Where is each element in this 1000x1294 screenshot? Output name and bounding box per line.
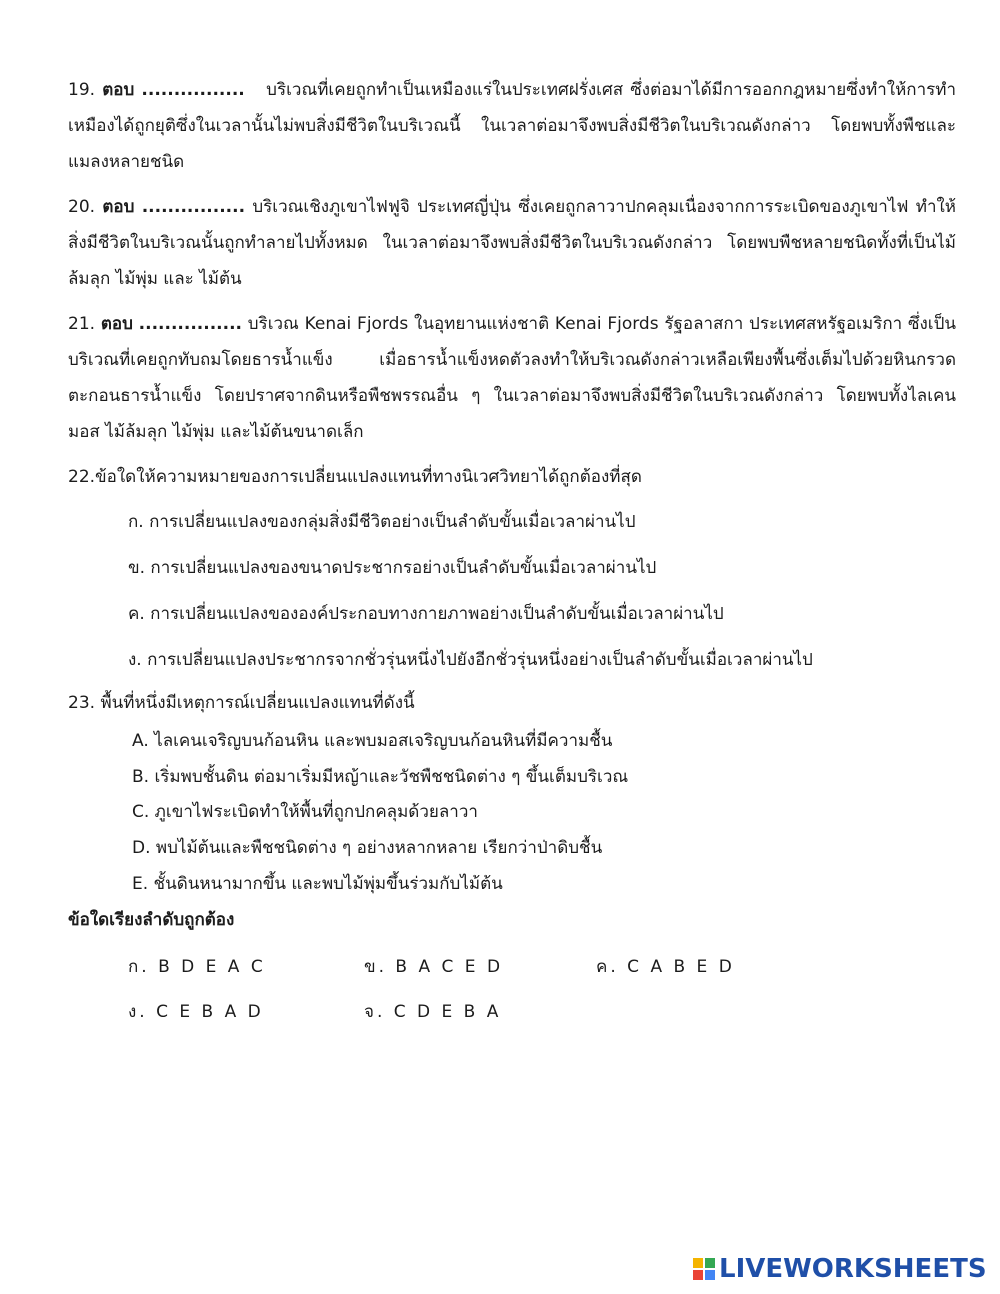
choice-3[interactable]: ค. C A B E D bbox=[596, 957, 735, 977]
answer-label: ตอบ bbox=[100, 314, 133, 334]
choice-4[interactable]: ง. C E B A D bbox=[128, 1002, 264, 1022]
question-text: บริเวณเชิงภูเขาไฟฟูจิ ประเทศญี่ปุ่น ซึ่งเคยถูกลาวาปกคลุมเนื่องจากการระเบิดของภูเขาไฟ ทำให้สิ่งมีชีวิตในบริเวณนั้นถูกทำลายไปทั้งหมด ในเวลาต่อมาจึงพบสิ่งมีชีวิตในบริเวณดังกล่าว โดยพบพืชหลายชนิดทั้งที่เป็นไม้ล้มลุก ไม้พุ่ม และ ไม้ต้น bbox=[68, 197, 956, 289]
question-22-text: 22.ข้อใดให้ความหมายของการเปลี่ยนแปลงแทนที่ทางนิเวศวิทยาได้ถูกต้องที่สุด bbox=[68, 467, 642, 487]
question-23-prompt: ข้อใดเรียงลำดับถูกต้อง bbox=[68, 910, 235, 930]
event-c: C. ภูเขาไฟระเบิดทำให้พื้นที่ถูกปกคลุมด้วยลาวา bbox=[132, 802, 478, 822]
option-d[interactable]: ง. การเปลี่ยนแปลงประชากรจากชั่วรุ่นหนึ่งไปยังอีกชั่วรุ่นหนึ่งอย่างเป็นลำดับขั้นเมื่อเวลาผ่านไป bbox=[128, 650, 813, 670]
question-text: บริเวณที่เคยถูกทำเป็นเหมืองแร่ในประเทศฝรั่งเศส ซึ่งต่อมาได้มีการออกกฎหมายซึ่งทำให้การทำเหมืองได้ถูกยุติซึ่งในเวลานั้นไม่พบสิ่งมีชีวิตในบริเวณนี้ ในเวลาต่อมาจึงพบสิ่งมีชีวิตในบริเวณดังกล่าว โดยพบทั้งพืชและแมลงหลายชนิด bbox=[68, 80, 957, 172]
question-number: 20. bbox=[68, 197, 96, 217]
event-a: A. ไลเคนเจริญบนก้อนหิน และพบมอสเจริญบนก้อนหินที่มีความชื้น bbox=[132, 731, 613, 751]
answer-blank[interactable]: ................ bbox=[138, 314, 242, 334]
answer-label: ตอบ bbox=[102, 197, 135, 217]
logo-blocks-icon bbox=[693, 1258, 715, 1280]
question-19 bbox=[68, 72, 956, 180]
option-b[interactable]: ข. การเปลี่ยนแปลงของขนาดประชากรอย่างเป็นลำดับขั้นเมื่อเวลาผ่านไป bbox=[128, 558, 657, 578]
question-21 bbox=[68, 306, 956, 450]
option-c[interactable]: ค. การเปลี่ยนแปลงขององค์ประกอบทางกายภาพอย่างเป็นลำดับขั้นเมื่อเวลาผ่านไป bbox=[128, 604, 724, 624]
choice-5[interactable]: จ. C D E B A bbox=[364, 1002, 502, 1022]
choice-2[interactable]: ข. B A C E D bbox=[364, 957, 504, 977]
answer-label: ตอบ bbox=[102, 80, 135, 100]
option-a[interactable]: ก. การเปลี่ยนแปลงของกลุ่มสิ่งมีชีวิตอย่างเป็นลำดับขั้นเมื่อเวลาผ่านไป bbox=[128, 512, 636, 532]
liveworksheets-logo bbox=[693, 1253, 987, 1285]
event-d: D. พบไม้ต้นและพืชชนิดต่าง ๆ อย่างหลากหลาย เรียกว่าป่าดิบชื้น bbox=[132, 838, 603, 858]
answer-blank[interactable]: ................ bbox=[141, 80, 245, 100]
choice-1[interactable]: ก. B D E A C bbox=[128, 957, 266, 977]
question-20 bbox=[68, 189, 956, 297]
logo-text: LIVEWORKSHEETS bbox=[719, 1254, 987, 1284]
event-e: E. ชั้นดินหนามากขึ้น และพบไม้พุ่มขึ้นร่วมกับไม้ต้น bbox=[132, 874, 503, 894]
question-number: 19. bbox=[68, 80, 96, 100]
question-text: บริเวณ Kenai Fjords ในอุทยานแห่งชาติ Kenai Fjords รัฐอลาสกา ประเทศสหรัฐอเมริกา ซึ่งเป็นบริเวณที่เคยถูกทับถมโดยธารน้ำแข็ง เมื่อธารน้ำแข็งหดตัวลงทำให้บริเวณดังกล่าวเหลือเพียงพื้นซึ่งเต็มไปด้วยหินกรวด ตะกอนธารน้ำแข็ง โดยปราศจากดินหรือพืชพรรณอื่น ๆ ในเวลาต่อมาจึงพบสิ่งมีชีวิตในบริเวณดังกล่าว โดยพบทั้งไลเคน มอส ไม้ล้มลุก ไม้พุ่ม และไม้ต้นขนาดเล็ก bbox=[68, 314, 957, 442]
event-b: B. เริ่มพบชั้นดิน ต่อมาเริ่มมีหญ้าและวัชพืชชนิดต่าง ๆ ขึ้นเต็มบริเวณ bbox=[132, 767, 629, 787]
question-number: 21. bbox=[68, 314, 96, 334]
question-23-text: 23. พื้นที่หนึ่งมีเหตุการณ์เปลี่ยนแปลงแทนที่ดังนี้ bbox=[68, 693, 415, 713]
answer-blank[interactable]: ................ bbox=[141, 197, 246, 217]
